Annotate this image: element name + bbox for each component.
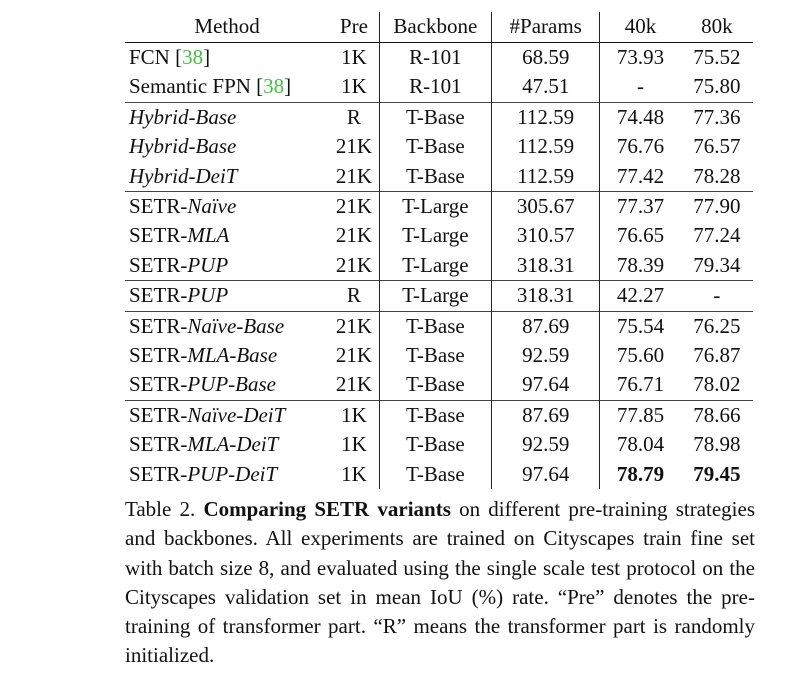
cell-params: 68.59 xyxy=(492,43,600,73)
method-text: SETR- xyxy=(129,432,188,457)
cell-params: 112.59 xyxy=(492,102,600,132)
cell-params: 92.59 xyxy=(492,430,600,459)
cell-backbone: T-Base xyxy=(379,311,491,341)
cell-pre: 21K xyxy=(335,223,372,248)
cell-backbone: T-Base xyxy=(379,370,491,400)
method-text: MLA-Base xyxy=(187,343,278,368)
table-row xyxy=(125,72,753,102)
cell-pre: 21K xyxy=(335,343,372,368)
cell-backbone: T-Base xyxy=(379,162,491,192)
cell-method xyxy=(125,311,329,341)
table-caption xyxy=(125,495,755,670)
header-40k: 40k xyxy=(600,12,681,43)
method-text: MLA-DeiT xyxy=(187,432,279,457)
method-text: SETR- xyxy=(129,223,188,248)
table-row xyxy=(125,102,753,132)
cell-80k: 77.24 xyxy=(693,223,741,248)
method-text: PUP-DeiT xyxy=(187,461,278,486)
cell-pre: 1K xyxy=(341,461,367,486)
cell-80k: 78.02 xyxy=(693,372,741,397)
cell-80k: - xyxy=(681,281,753,311)
cell-method xyxy=(125,221,329,250)
cell-40k: 75.54 xyxy=(600,311,681,341)
table-row xyxy=(125,251,753,281)
method-text: SETR- xyxy=(129,313,188,338)
table-row xyxy=(125,132,753,161)
table-row xyxy=(125,400,753,430)
cell-pre: 1K xyxy=(341,74,367,99)
cell-params: 87.69 xyxy=(492,311,600,341)
method-text: PUP xyxy=(187,283,229,308)
table-row xyxy=(125,430,753,459)
method-text: Naïve-DeiT xyxy=(187,402,286,427)
header-method: Method xyxy=(125,12,329,43)
method-text: SETR- xyxy=(129,372,188,397)
cell-40k: 73.93 xyxy=(600,43,681,73)
cell-pre: 21K xyxy=(335,372,372,397)
header-pre: Pre xyxy=(329,12,379,43)
cell-method xyxy=(125,43,329,73)
method-text: Hybrid-DeiT xyxy=(129,163,238,188)
cell-backbone: T-Large xyxy=(379,281,491,311)
cell-pre: 1K xyxy=(329,400,379,430)
cell-backbone: T-Large xyxy=(379,221,491,250)
cell-params: 92.59 xyxy=(492,341,600,370)
cell-params: 112.59 xyxy=(492,162,600,192)
cell-pre: 21K xyxy=(329,192,379,222)
cell-method xyxy=(125,460,329,489)
header-80k: 80k xyxy=(681,12,753,43)
cell-40k: 77.42 xyxy=(600,162,681,192)
cell-80k: 78.98 xyxy=(693,432,741,457)
method-text: SETR- xyxy=(129,461,188,486)
method-text: [ xyxy=(256,74,264,99)
cell-pre: 21K xyxy=(335,134,372,159)
citation-link[interactable]: 38 xyxy=(182,45,204,69)
cell-params: 47.51 xyxy=(492,72,600,102)
cell-params: 318.31 xyxy=(492,281,600,311)
cell-80k: 78.28 xyxy=(693,163,741,188)
method-text: Naïve-Base xyxy=(187,313,285,338)
table-row xyxy=(125,311,753,341)
cell-pre: 21K xyxy=(335,163,372,188)
cell-backbone: T-Base xyxy=(379,341,491,370)
caption-label: Table 2. xyxy=(125,497,204,522)
cell-80k: 79.45 xyxy=(693,461,741,486)
cell-40k: 74.48 xyxy=(600,102,681,132)
cell-params: 310.57 xyxy=(492,221,600,250)
method-text: SETR- xyxy=(129,402,188,427)
cell-params: 305.67 xyxy=(492,192,600,222)
cell-backbone: T-Base xyxy=(379,400,491,430)
table-row xyxy=(125,341,753,370)
cell-pre: 1K xyxy=(341,45,367,69)
cell-method xyxy=(125,132,329,161)
cell-method xyxy=(125,162,329,192)
method-text: Naïve xyxy=(187,194,237,219)
cell-80k: 77.36 xyxy=(681,102,753,132)
method-text: SETR- xyxy=(129,194,188,219)
citation-link[interactable]: 38 xyxy=(263,74,285,99)
cell-40k: 78.79 xyxy=(600,460,681,489)
cell-method xyxy=(125,370,329,400)
cell-pre: 1K xyxy=(341,432,367,457)
method-text: Hybrid-Base xyxy=(129,104,237,129)
cell-80k: 75.80 xyxy=(693,74,741,99)
cell-80k: 75.52 xyxy=(693,45,741,69)
method-text: FCN xyxy=(129,45,176,69)
cell-backbone: R-101 xyxy=(379,43,491,73)
method-text: PUP xyxy=(187,252,229,277)
caption-text: on different pre-training strategies and backbones. All experiments are trained on Cityscapes train fine set with batch size 8, and evaluated using the single scale test protocol on the Cityscapes validation set in mean IoU (%) rate. “Pre” denotes the pre-training of transformer part. “R” means the transformer part is randomly initialized. xyxy=(125,497,756,668)
cell-40k: 76.76 xyxy=(600,132,681,161)
method-text: [ xyxy=(175,45,183,69)
cell-80k: 76.25 xyxy=(681,311,753,341)
method-text: ] xyxy=(203,45,211,69)
cell-backbone: R-101 xyxy=(379,72,491,102)
results-table xyxy=(125,12,753,489)
paper-excerpt xyxy=(125,12,755,670)
cell-40k: 77.37 xyxy=(600,192,681,222)
table-row xyxy=(125,162,753,192)
table-row xyxy=(125,370,753,400)
table-row xyxy=(125,192,753,222)
cell-40k: 78.04 xyxy=(600,430,681,459)
method-text: Hybrid-Base xyxy=(129,134,237,159)
table-row xyxy=(125,221,753,250)
cell-40k: 77.85 xyxy=(600,400,681,430)
cell-pre: R xyxy=(329,281,379,311)
cell-pre: R xyxy=(329,102,379,132)
cell-method xyxy=(125,72,329,102)
cell-pre: 21K xyxy=(329,311,379,341)
method-text: Semantic FPN xyxy=(129,74,257,99)
table-header-row xyxy=(125,12,753,43)
cell-params: 97.64 xyxy=(492,460,600,489)
cell-method xyxy=(125,281,329,311)
cell-80k: 76.87 xyxy=(693,343,741,368)
cell-backbone: T-Base xyxy=(379,460,491,489)
cell-method xyxy=(125,341,329,370)
cell-method xyxy=(125,102,329,132)
method-text: SETR- xyxy=(129,343,188,368)
cell-method xyxy=(125,192,329,222)
cell-40k: 76.65 xyxy=(600,221,681,250)
cell-method xyxy=(125,430,329,459)
cell-40k: 76.71 xyxy=(600,370,681,400)
cell-params: 318.31 xyxy=(492,251,600,281)
cell-params: 112.59 xyxy=(492,132,600,161)
header-params: #Params xyxy=(492,12,600,43)
method-text: SETR- xyxy=(129,252,188,277)
cell-40k: - xyxy=(600,72,681,102)
cell-40k: 78.39 xyxy=(600,251,681,281)
table-body xyxy=(125,43,753,490)
cell-backbone: T-Base xyxy=(379,430,491,459)
cell-40k: 42.27 xyxy=(600,281,681,311)
cell-pre: 21K xyxy=(335,252,372,277)
cell-params: 97.64 xyxy=(492,370,600,400)
cell-80k: 78.66 xyxy=(681,400,753,430)
cell-method xyxy=(125,400,329,430)
method-text: MLA xyxy=(187,223,230,248)
table-row xyxy=(125,460,753,489)
cell-backbone: T-Base xyxy=(379,132,491,161)
table-row xyxy=(125,281,753,311)
cell-backbone: T-Large xyxy=(379,251,491,281)
header-backbone: Backbone xyxy=(379,12,491,43)
method-text: ] xyxy=(284,74,292,99)
cell-40k: 75.60 xyxy=(600,341,681,370)
cell-method xyxy=(125,251,329,281)
method-text: PUP-Base xyxy=(187,372,276,397)
cell-params: 87.69 xyxy=(492,400,600,430)
table-row xyxy=(125,43,753,73)
cell-80k: 79.34 xyxy=(693,252,741,277)
cell-backbone: T-Base xyxy=(379,102,491,132)
caption-bold: Comparing SETR variants xyxy=(203,497,451,522)
cell-backbone: T-Large xyxy=(379,192,491,222)
cell-80k: 77.90 xyxy=(681,192,753,222)
method-text: SETR- xyxy=(129,283,188,308)
cell-80k: 76.57 xyxy=(693,134,741,159)
